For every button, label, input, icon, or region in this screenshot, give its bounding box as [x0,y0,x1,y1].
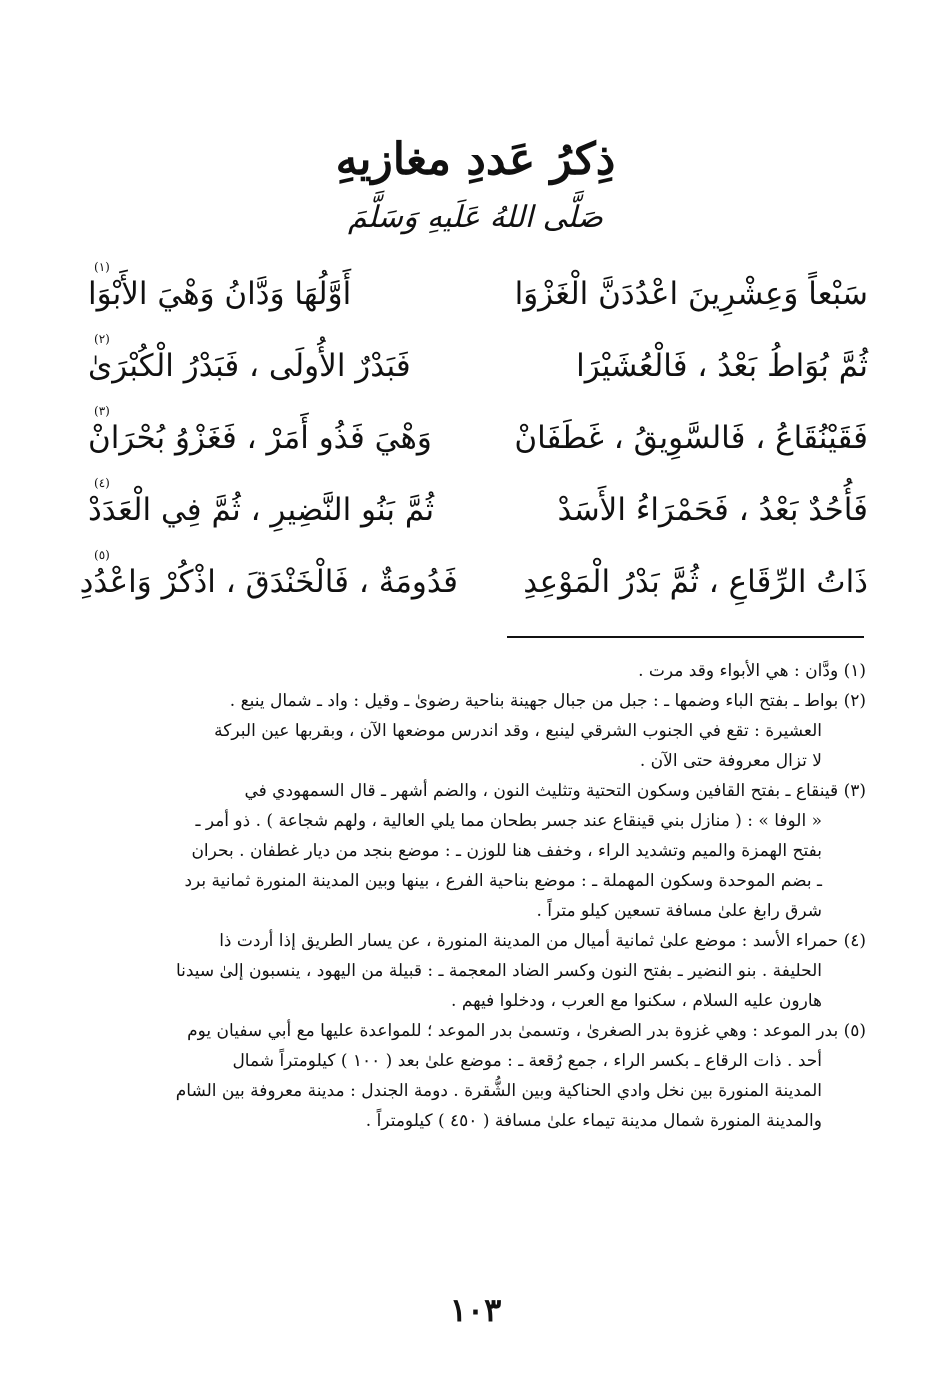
footnote-divider [507,636,864,638]
verse-first-hemistich: ثُمَّ بُوَاطُ بَعْدُ ، فَالْعُشَيْرَا [576,348,868,384]
verse-second-hemistich: أَوَّلُهَا وَدَّانُ وَهْيَ الأَبْوَا [88,276,352,312]
footnote-line: بفتح الهمزة والميم وتشديد الراء ، وخفف هنا للوزن ـ : موضع بنجد من ديار غطفان . بحران [191,841,822,861]
verse [88,258,868,330]
footnote-marker: (٣) [94,404,110,418]
footnote-1 [86,656,866,686]
footnote-line: شرق رابغ علىٰ مسافة تسعين كيلو متراً . [536,901,822,921]
verse-first-hemistich: فَأُحُدٌ بَعْدُ ، فَحَمْرَاءُ الأَسَدْ [557,492,868,528]
footnote-line: (٢) بواط ـ بفتح الباء وضمها ـ : جبل من جبال جهينة بناحية رضوىٰ ـ وقيل : واد ـ شمال ينبع . [229,691,866,711]
footnote-line: العشيرة : تقع في الجنوب الشرقي لينبع ، وقد اندرس موضعها الآن ، وبقربها عين البركة [214,721,822,741]
verse [79,546,868,618]
verse-second-hemistich: وَهْيَ فَذُو أَمَرْ ، فَغَزْوُ بُحْرَانْ [88,420,432,456]
footnote-marker: (٤) [94,476,110,490]
verse-first-hemistich: ذَاتُ الرِّقَاعِ ، ثُمَّ بَدْرُ الْمَوْعِدِ [523,564,868,600]
footnote-line: ـ بضم الموحدة وسكون المهملة ـ : موضع بناحية الفرع ، بينها وبين المدينة المنورة ثمانية برد [184,871,822,891]
verse [88,330,868,402]
verse-first-hemistich: فَقَيْنُقَاعُ ، فَالسَّوِيقُ ، غَطَفَانْ [514,420,868,456]
footnote-line: (٤) حمراء الأسد : موضع علىٰ ثمانية أميال من المدينة المنورة ، عن يسار الطريق إذا أردت ذا [219,931,866,951]
verse [88,402,868,474]
verse-first-hemistich: سَبْعاً وَعِشْرِينَ اعْدُدَنَّ الْغَزْوَا [514,276,868,312]
footnote-4 [86,926,866,1016]
verse-second-hemistich: فَبَدْرٌ الأُولَى ، فَبَدْرُ الْكُبْرَىٰ [88,348,411,384]
footnote-line: والمدينة المنورة شمال مدينة تيماء علىٰ مسافة ( ٤٥٠ ) كيلومتراً . [365,1111,822,1131]
footnote-marker: (٥) [94,548,110,562]
footnotes [86,656,866,1136]
chapter-title: ذِكرُ عَددِ مغازيهِ [335,134,616,185]
footnote-line: لا تزال معروفة حتى الآن . [639,751,822,771]
footnote-line: المدينة المنورة بين نخل وادي الحناكية وبين الشُّقرة . دومة الجندل : مدينة معروفة بين الشام [175,1081,822,1101]
footnote-line: (٥) بدر الموعد : وهي غزوة بدر الصغرىٰ ، وتسمىٰ بدر الموعد ؛ للمواعدة عليها مع أبي سفيان يوم [187,1021,866,1041]
verse-second-hemistich: ثُمَّ بَنُو النَّضِيرِ ، ثُمَّ فِي الْعَدَدْ [88,492,435,528]
verse-second-hemistich: فَدُومَةٌ ، فَالْخَنْدَقَ ، اذْكُرْ وَاعْدُدِ [79,564,458,600]
page-number: ١٠٣ [449,1291,502,1329]
footnote-line: (١) ودَّان : هي الأبواء وقد مرت . [638,661,866,681]
footnote-marker: (٢) [94,332,110,346]
chapter-subtitle: صَلَّى اللهُ عَلَيهِ وَسَلَّمَ [348,200,603,235]
footnote-2 [86,686,866,776]
footnote-marker: (١) [94,260,110,274]
footnote-line: (٣) قينقاع ـ بفتح القافين وسكون التحتية وتثليث النون ، والضم أشهر ـ قال السمهودي في [244,781,866,801]
poem [79,258,868,618]
footnote-line: الحليفة . بنو النضير ـ بفتح النون وكسر الضاد المعجمة ـ : قبيلة من اليهود ، ينسبون إلىٰ سيدنا [175,961,822,981]
footnote-3 [86,776,866,926]
footnote-line: هارون عليه السلام ، سكنوا مع العرب ، ودخلوا فيهم . [451,991,822,1011]
footnote-5 [86,1016,866,1136]
verse [88,474,868,546]
footnote-line: « الوفا » : ( منازل بني قينقاع عند جسر بطحان مما يلي العالية ، ولهم شجاعة ) . ذو أمر ـ [195,811,822,831]
footnote-line: أحد . ذات الرقاع ـ بكسر الراء ، جمع رُقعة ـ : موضع علىٰ بعد ( ١٠٠ ) كيلومتراً شمال [232,1051,822,1071]
